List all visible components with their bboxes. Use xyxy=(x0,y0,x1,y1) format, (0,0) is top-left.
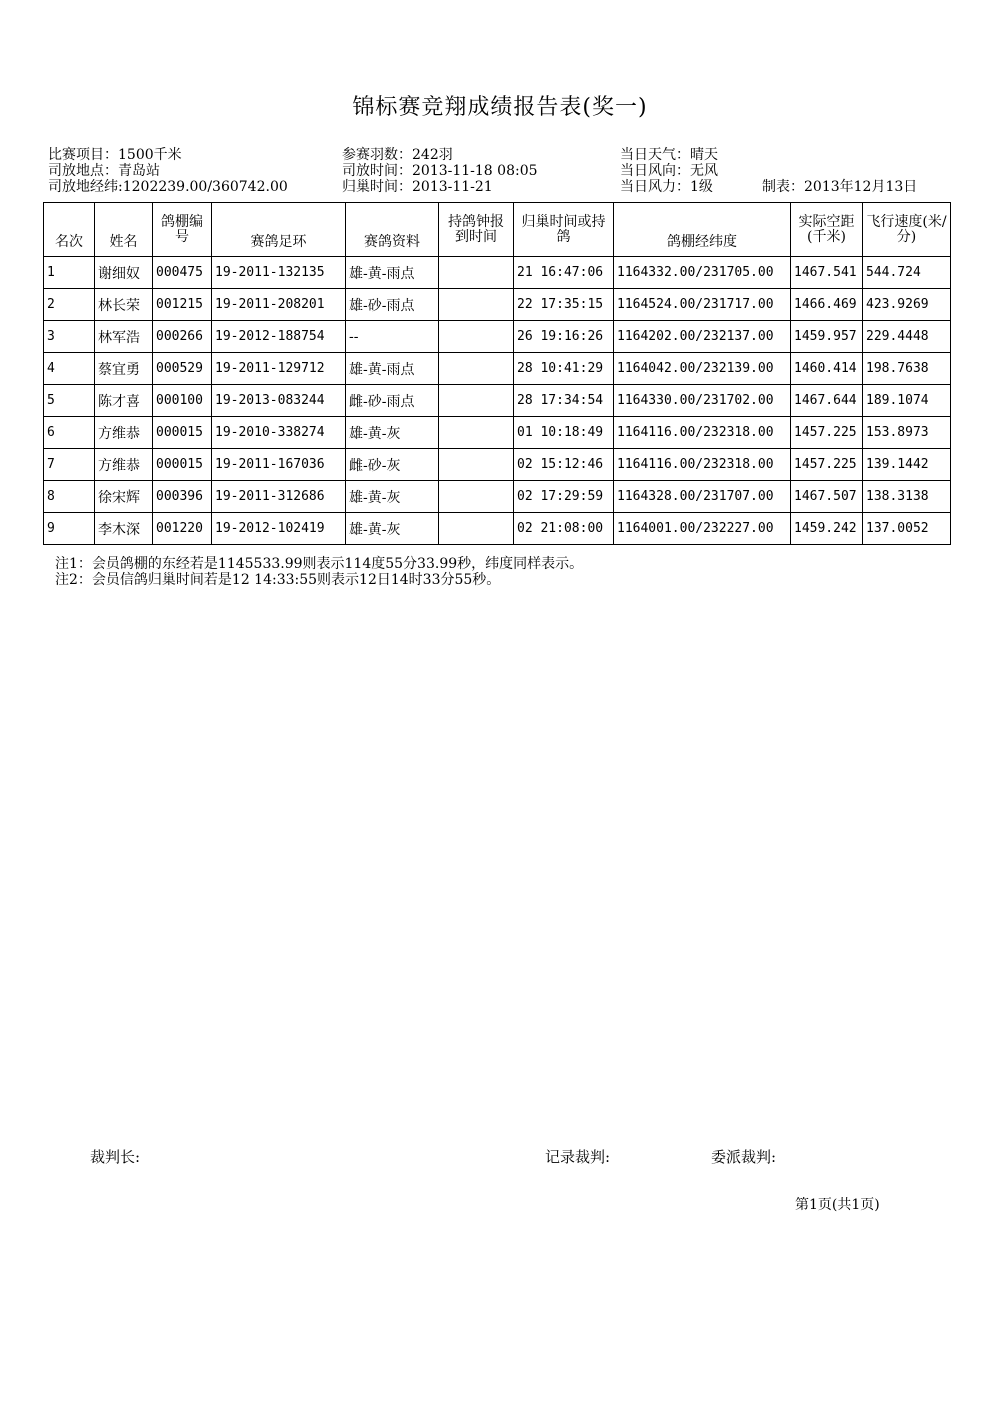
loft-coords-cell: 1164332.00/231705.00 xyxy=(614,257,791,289)
header-rank: 名次 xyxy=(44,203,95,257)
release-place-label: 司放地点：青岛站 xyxy=(48,163,160,179)
header-row xyxy=(44,203,951,257)
bird-info-cell: 雄-黄-灰 xyxy=(346,417,439,449)
rank-cell: 1 xyxy=(44,257,95,289)
event-label: 比赛项目：1500千米 xyxy=(48,147,182,163)
rank-cell: 9 xyxy=(44,513,95,545)
rank-cell: 3 xyxy=(44,321,95,353)
rank-cell: 8 xyxy=(44,481,95,513)
ring-cell: 19-2011-129712 xyxy=(212,353,346,385)
bird-info-cell: 雌-砂-灰 xyxy=(346,449,439,481)
name-cell: 林长荣 xyxy=(95,289,153,321)
table-row xyxy=(44,289,951,321)
rank-cell: 4 xyxy=(44,353,95,385)
speed-cell: 229.4448 xyxy=(863,321,951,353)
clock-time-cell xyxy=(439,417,514,449)
loft-id-cell: 000396 xyxy=(153,481,212,513)
clock-time-cell xyxy=(439,449,514,481)
assigned-judge-label: 委派裁判: xyxy=(711,1148,777,1166)
distance-cell: 1457.225 xyxy=(791,449,863,481)
distance-cell: 1460.414 xyxy=(791,353,863,385)
name-cell: 方维恭 xyxy=(95,417,153,449)
wind-force-label: 当日风力：1级 xyxy=(620,179,713,195)
header-loft-id: 鸽棚编号 xyxy=(153,203,212,257)
table-row xyxy=(44,257,951,289)
record-judge-label: 记录裁判: xyxy=(545,1148,611,1166)
table-row xyxy=(44,353,951,385)
ring-cell: 19-2012-188754 xyxy=(212,321,346,353)
return-time-cell: 26 19:16:26 xyxy=(514,321,614,353)
table-row xyxy=(44,385,951,417)
distance-cell: 1467.541 xyxy=(791,257,863,289)
ring-cell: 19-2011-132135 xyxy=(212,257,346,289)
loft-coords-cell: 1164524.00/231717.00 xyxy=(614,289,791,321)
name-cell: 蔡宜勇 xyxy=(95,353,153,385)
return-time-cell: 02 17:29:59 xyxy=(514,481,614,513)
header-bird-info: 赛鸽资料 xyxy=(346,203,439,257)
return-time-label: 归巢时间：2013-11-21 xyxy=(342,179,493,195)
bird-info-cell: 雄-黄-灰 xyxy=(346,481,439,513)
report-title: 锦标赛竞翔成绩报告表(奖一) xyxy=(352,95,648,120)
loft-coords-cell: 1164328.00/231707.00 xyxy=(614,481,791,513)
speed-cell: 544.724 xyxy=(863,257,951,289)
ring-cell: 19-2010-338274 xyxy=(212,417,346,449)
header-ring: 赛鸽足环 xyxy=(212,203,346,257)
bird-info-cell: 雄-砂-雨点 xyxy=(346,289,439,321)
speed-cell: 153.8973 xyxy=(863,417,951,449)
table-row xyxy=(44,417,951,449)
note-2: 注2：会员信鸽归巢时间若是12 14:33:55则表示12日14时33分55秒。 xyxy=(55,572,501,588)
loft-coords-cell: 1164116.00/232318.00 xyxy=(614,449,791,481)
distance-cell: 1459.957 xyxy=(791,321,863,353)
wind-direction-label: 当日风向：无风 xyxy=(620,163,718,179)
loft-id-cell: 000100 xyxy=(153,385,212,417)
loft-coords-cell: 1164042.00/232139.00 xyxy=(614,353,791,385)
loft-coords-cell: 1164001.00/232227.00 xyxy=(614,513,791,545)
results-body xyxy=(44,257,951,545)
rank-cell: 2 xyxy=(44,289,95,321)
clock-time-cell xyxy=(439,353,514,385)
ring-cell: 19-2011-208201 xyxy=(212,289,346,321)
header-return-time: 归巢时间或持鸽 xyxy=(514,203,614,257)
loft-id-cell: 000015 xyxy=(153,417,212,449)
name-cell: 李木深 xyxy=(95,513,153,545)
return-time-cell: 02 21:08:00 xyxy=(514,513,614,545)
name-cell: 谢细奴 xyxy=(95,257,153,289)
loft-coords-cell: 1164116.00/232318.00 xyxy=(614,417,791,449)
table-row xyxy=(44,449,951,481)
speed-cell: 139.1442 xyxy=(863,449,951,481)
release-time-label: 司放时间：2013-11-18 08:05 xyxy=(342,163,538,179)
clock-time-cell xyxy=(439,321,514,353)
speed-cell: 189.1074 xyxy=(863,385,951,417)
weather-label: 当日天气：晴天 xyxy=(620,147,718,163)
distance-cell: 1457.225 xyxy=(791,417,863,449)
bird-info-cell: 雌-砂-雨点 xyxy=(346,385,439,417)
results-table xyxy=(43,202,951,545)
name-cell: 林军浩 xyxy=(95,321,153,353)
clock-time-cell xyxy=(439,513,514,545)
ring-cell: 19-2011-167036 xyxy=(212,449,346,481)
ring-cell: 19-2013-083244 xyxy=(212,385,346,417)
header-loft-coords: 鸽棚经纬度 xyxy=(614,203,791,257)
rank-cell: 7 xyxy=(44,449,95,481)
bird-info-cell: -- xyxy=(346,321,439,353)
rank-cell: 6 xyxy=(44,417,95,449)
return-time-cell: 28 17:34:54 xyxy=(514,385,614,417)
clock-time-cell xyxy=(439,481,514,513)
distance-cell: 1466.469 xyxy=(791,289,863,321)
made-date-label: 制表：2013年12月13日 xyxy=(762,179,918,195)
loft-id-cell: 000529 xyxy=(153,353,212,385)
speed-cell: 137.0052 xyxy=(863,513,951,545)
loft-coords-cell: 1164202.00/232137.00 xyxy=(614,321,791,353)
distance-cell: 1459.242 xyxy=(791,513,863,545)
loft-id-cell: 000475 xyxy=(153,257,212,289)
table-row xyxy=(44,321,951,353)
speed-cell: 423.9269 xyxy=(863,289,951,321)
rank-cell: 5 xyxy=(44,385,95,417)
distance-cell: 1467.507 xyxy=(791,481,863,513)
chief-judge-label: 裁判长: xyxy=(90,1148,141,1166)
ring-cell: 19-2011-312686 xyxy=(212,481,346,513)
note-1: 注1：会员鸽棚的东经若是1145533.99则表示114度55分33.99秒，纬度同样表示。 xyxy=(55,556,584,572)
clock-time-cell xyxy=(439,257,514,289)
entries-label: 参赛羽数：242羽 xyxy=(342,147,453,163)
return-time-cell: 02 15:12:46 xyxy=(514,449,614,481)
bird-info-cell: 雄-黄-雨点 xyxy=(346,353,439,385)
bird-info-cell: 雄-黄-雨点 xyxy=(346,257,439,289)
table-row xyxy=(44,481,951,513)
clock-time-cell xyxy=(439,385,514,417)
table-row xyxy=(44,513,951,545)
clock-time-cell xyxy=(439,289,514,321)
header-distance: 实际空距(千米) xyxy=(791,203,863,257)
return-time-cell: 22 17:35:15 xyxy=(514,289,614,321)
page-number: 第1页(共1页) xyxy=(795,1197,880,1213)
loft-id-cell: 000015 xyxy=(153,449,212,481)
release-coords-label: 司放地经纬:1202239.00/360742.00 xyxy=(48,179,288,195)
header-name: 姓名 xyxy=(95,203,153,257)
loft-id-cell: 000266 xyxy=(153,321,212,353)
loft-coords-cell: 1164330.00/231702.00 xyxy=(614,385,791,417)
loft-id-cell: 001215 xyxy=(153,289,212,321)
header-clock-time: 持鸽钟报到时间 xyxy=(439,203,514,257)
distance-cell: 1467.644 xyxy=(791,385,863,417)
ring-cell: 19-2012-102419 xyxy=(212,513,346,545)
name-cell: 方维恭 xyxy=(95,449,153,481)
speed-cell: 198.7638 xyxy=(863,353,951,385)
speed-cell: 138.3138 xyxy=(863,481,951,513)
bird-info-cell: 雄-黄-灰 xyxy=(346,513,439,545)
return-time-cell: 28 10:41:29 xyxy=(514,353,614,385)
return-time-cell: 21 16:47:06 xyxy=(514,257,614,289)
header-speed: 飞行速度(米/分) xyxy=(863,203,951,257)
name-cell: 陈才喜 xyxy=(95,385,153,417)
notes xyxy=(55,556,583,588)
return-time-cell: 01 10:18:49 xyxy=(514,417,614,449)
loft-id-cell: 001220 xyxy=(153,513,212,545)
name-cell: 徐宋辉 xyxy=(95,481,153,513)
